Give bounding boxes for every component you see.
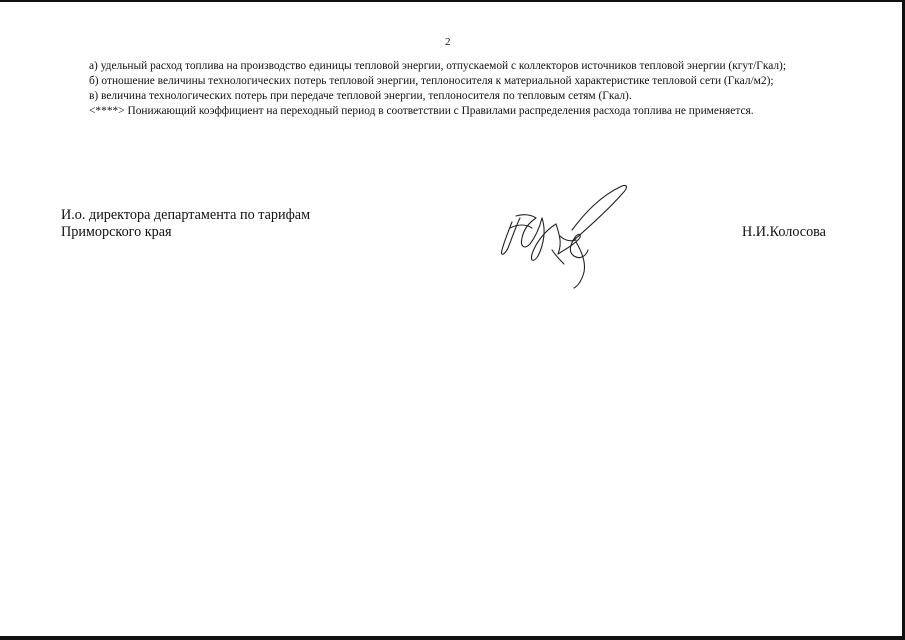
scan-edge-top — [0, 0, 905, 2]
signer-name: Н.И.Колосова — [742, 224, 826, 240]
paragraph-a: а) удельный расход топлива на производство единицы тепловой энергии, отпускаемой с коллекторов источников тепловой энергии (кгут/Гкал); — [89, 60, 786, 72]
scan-edge-bottom — [0, 636, 905, 640]
body-text — [61, 59, 843, 119]
signature-stroke-1 — [501, 218, 520, 254]
signature-stroke-3 — [531, 218, 556, 260]
footnote-paragraph: <****> Понижающий коэффициент на переходный период в соответствии с Правилами распределения расхода топлива не применяется. — [89, 105, 754, 117]
paragraph-b: б) отношение величины технологических потерь тепловой энергии, теплоносителя к материальной характеристике тепловой сети (Гкал/м2); — [89, 75, 774, 87]
signer-position-line-1: И.о. директора департамента по тарифам — [61, 207, 311, 223]
signer-position-line-2: Приморского края — [61, 224, 172, 240]
paragraph-v: в) величина технологических потерь при передаче тепловой энергии, теплоносителя по тепловым сетям (Гкал). — [89, 90, 632, 102]
handwritten-signature — [490, 180, 640, 290]
signature-stroke-5 — [572, 185, 627, 240]
page-number: 2 — [445, 36, 451, 48]
signature-stroke-6 — [574, 242, 585, 288]
signer-position — [61, 207, 310, 241]
signature-stroke-8 — [510, 225, 532, 228]
